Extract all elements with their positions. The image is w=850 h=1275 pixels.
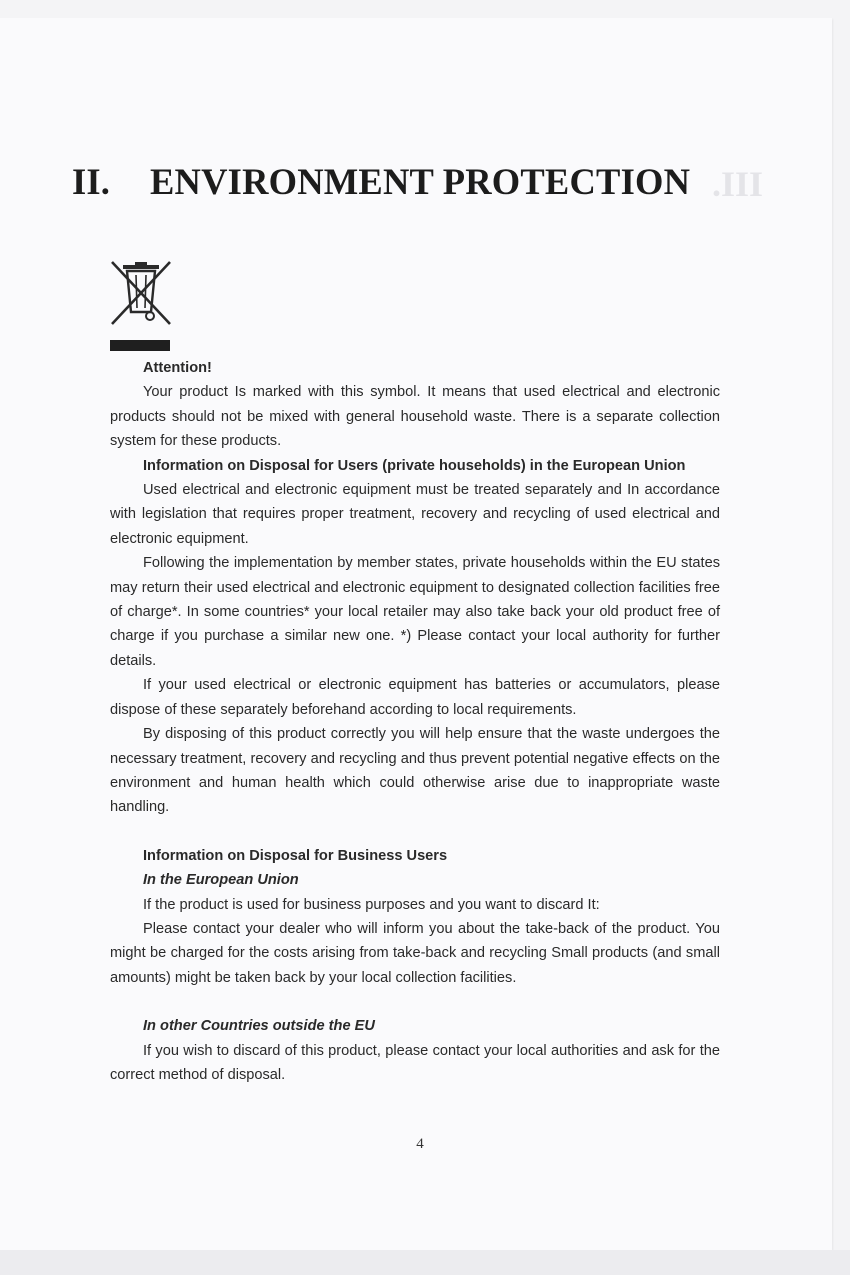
section-title: ENVIRONMENT PROTECTION — [150, 161, 691, 202]
eu-subheading: In the European Union — [143, 872, 299, 889]
spacer — [110, 990, 720, 1014]
weee-crossed-bin-icon — [106, 256, 176, 354]
paragraph-batteries: If your used electrical or electronic equipment has batteries or accumulators, please dispose of these separately beforehand according to local requirements. — [110, 677, 720, 718]
paragraph-correct-disposal: By disposing of this product correctly you will help ensure that the waste undergoes the necessary treatment, recovery and recycling and thus prevent potential negative effects on the environment and human health which could otherwise arise due to inappropriate waste handling. — [110, 726, 720, 816]
paragraph-member-states: Following the implementation by member states, private households within the EU states may return their used electrical and electronic equipment to designated collection facilities free of charge*. In some countries* your local retailer may also take back your old product free of charge if you purchase a similar new one. *) Please contact your local authority for further details. — [110, 555, 720, 669]
attention-heading: Attention! — [143, 360, 212, 376]
paragraph-outside-eu: If you wish to discard of this product, please contact your local authorities and ask for the correct method of disposal. — [110, 1042, 720, 1083]
page-bottom-edge — [0, 1250, 850, 1275]
paragraph-business-purposes: If the product is used for business purposes and you want to discard It: — [143, 896, 600, 913]
page-number: 4 — [416, 1136, 424, 1152]
private-disposal-heading-text: Information on Disposal for Users (private households) in the European Union — [143, 457, 686, 474]
private-disposal-heading — [110, 454, 720, 478]
section-number: II. — [72, 161, 111, 202]
paragraph-separate-treatment: Used electrical and electronic equipment must be treated separately and In accordance with legislation that requires proper treatment, recovery and recycling of used electrical and electronic equipment. — [110, 482, 720, 547]
weee-symbol — [106, 256, 176, 354]
spacer — [110, 820, 720, 844]
paragraph-contact-dealer: Please contact your dealer who will inform you about the take-back of the product. You might be charged for the costs arising from take-back and recycling Small products (and small amounts) might be taken back by your local collection facilities. — [110, 920, 720, 986]
paragraph-symbol-meaning: Your product Is marked with this symbol. It means that used electrical and electronic products should not be mixed with general household waste. There is a separate collection system for these products. — [110, 384, 720, 450]
show-through-text: III. — [712, 164, 764, 204]
business-disposal-heading: Information on Disposal for Business Users — [143, 847, 448, 864]
outside-eu-subheading: In other Countries outside the EU — [143, 1018, 375, 1035]
document-body — [110, 356, 720, 1087]
section-heading — [72, 160, 712, 203]
